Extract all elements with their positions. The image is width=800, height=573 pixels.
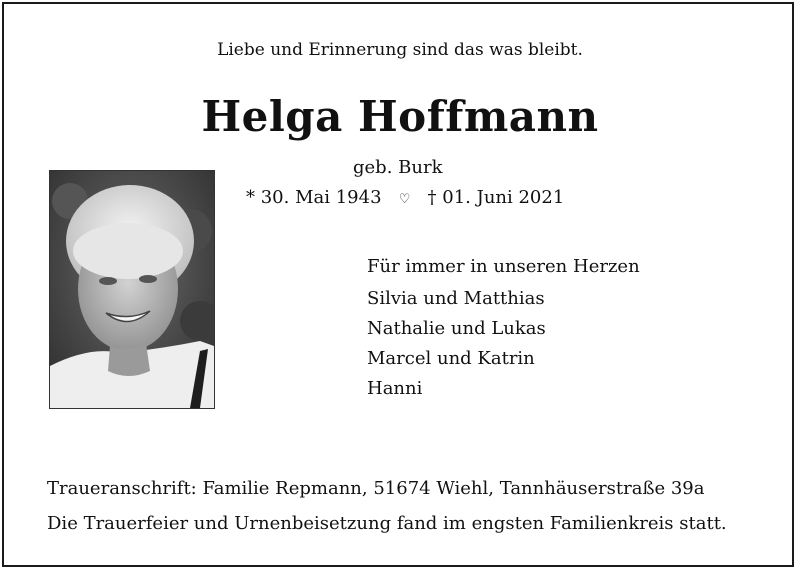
maiden-name: geb. Burk [353, 157, 443, 178]
heart-icon: ♡ [398, 192, 411, 207]
mourner-name: Silvia und Matthias [367, 288, 545, 309]
motto: Liebe und Erinnerung sind das was bleibt. [217, 40, 583, 60]
mourning-address: Traueranschrift: Familie Repmann, 51674 Wiehl, Tannhäuserstraße 39a [47, 478, 705, 499]
mourners-block [367, 252, 640, 404]
death-date: † 01. Juni 2021 [427, 187, 565, 208]
birth-date: * 30. Mai 1943 [246, 187, 382, 208]
deceased-name: Helga Hoffmann [201, 92, 599, 141]
portrait-photo [49, 170, 215, 409]
life-dates [246, 187, 564, 208]
mourner-name: Marcel und Katrin [367, 348, 535, 369]
tribute-line: Für immer in unseren Herzen [367, 256, 640, 277]
ceremony-note: Die Trauerfeier und Urnenbeisetzung fand im engsten Familienkreis statt. [47, 513, 727, 534]
mourner-name: Nathalie und Lukas [367, 318, 546, 339]
mourner-name: Hanni [367, 378, 423, 399]
